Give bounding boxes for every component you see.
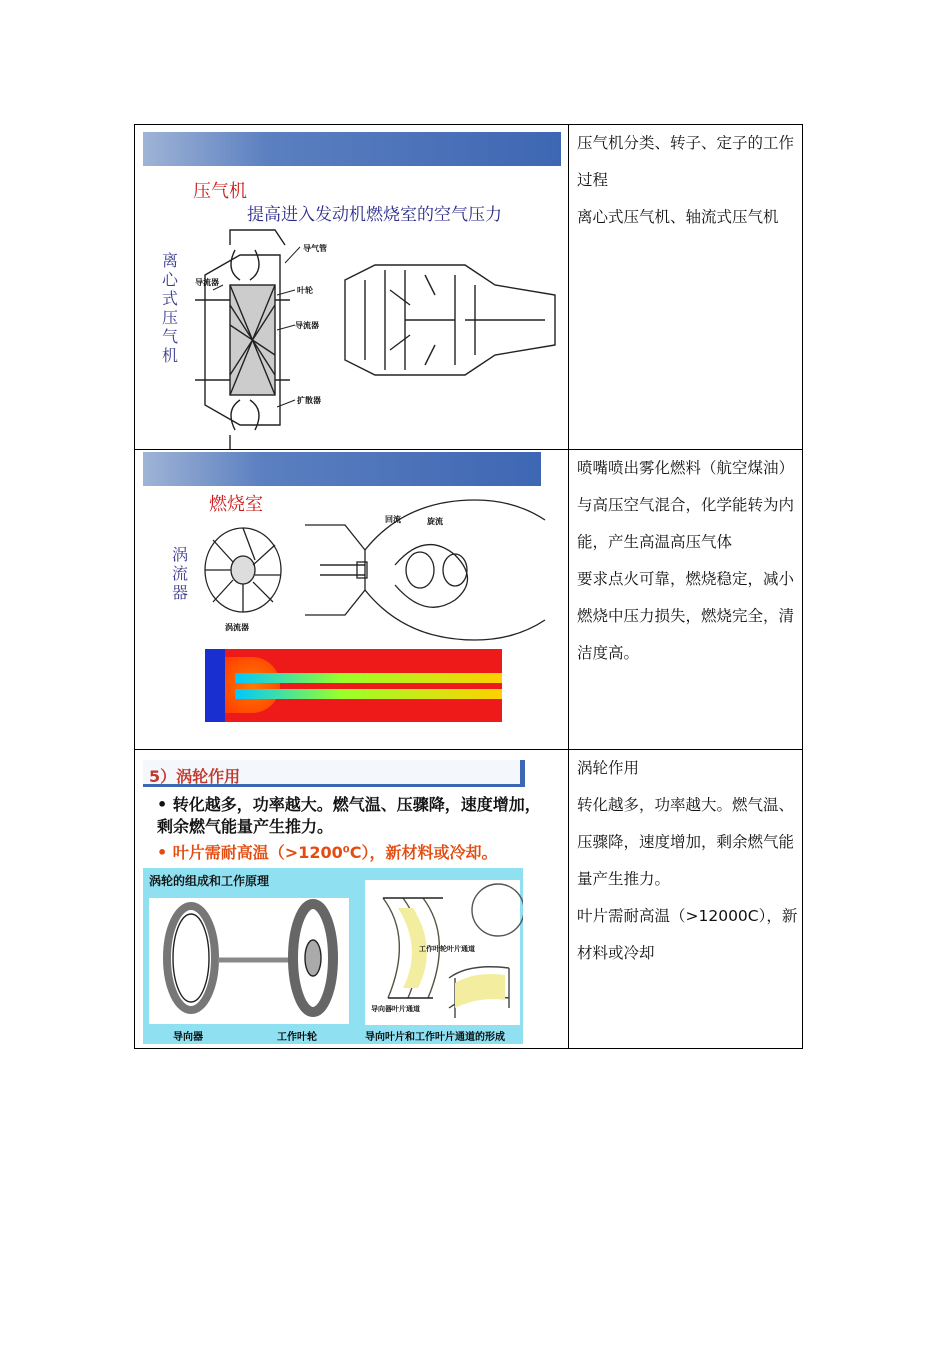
combustor-slide bbox=[135, 450, 568, 749]
label-stator-passage: 导向器叶片通道 bbox=[371, 1005, 420, 1013]
label-rotor-passage: 工作叶轮叶片通道 bbox=[419, 945, 475, 953]
label-diffuser: 扩散器 bbox=[297, 396, 321, 405]
content-table bbox=[134, 124, 803, 1049]
compressor-slide bbox=[135, 125, 568, 449]
bullet-text: 转化越多，功率越大。燃气温、压骤降，速度增加，剩余燃气能量产生推力。 bbox=[157, 795, 541, 836]
turbine-panel bbox=[143, 868, 523, 1044]
compressor-notes bbox=[577, 125, 799, 236]
note-paragraph: 离心式压气机、轴流式压气机 bbox=[577, 208, 779, 226]
label-swirl: 旋流 bbox=[427, 517, 443, 526]
caption-stator: 导向器 bbox=[173, 1032, 203, 1043]
label-stator-left: 导流器 bbox=[195, 278, 219, 287]
label-stator-right: 导流器 bbox=[295, 321, 319, 330]
caption-rotor: 工作叶轮 bbox=[277, 1032, 317, 1043]
note-paragraph: 压气机分类、转子、定子的工作过程 bbox=[577, 134, 795, 189]
turbine-slide bbox=[135, 750, 568, 1048]
bullet-text: 叶片需耐高温（>1200⁰C），新材料或冷却。 bbox=[172, 843, 498, 862]
flame-simulation bbox=[205, 649, 502, 722]
side-label: 涡流器 bbox=[171, 545, 188, 602]
slide-title: 燃烧室 bbox=[209, 494, 263, 515]
caption-passage: 导向叶片和工作叶片通道的形成 bbox=[365, 1032, 505, 1043]
combustor-notes bbox=[577, 450, 799, 672]
note-paragraph: 要求点火可靠，燃烧稳定，减小燃烧中压力损失，燃烧完全，清洁度高。 bbox=[577, 570, 795, 662]
panel-title: 涡轮的组成和工作原理 bbox=[149, 874, 270, 888]
turbine-drawings bbox=[143, 868, 523, 1044]
column-divider bbox=[568, 125, 569, 1048]
slide-title: 5）涡轮作用 bbox=[149, 767, 241, 786]
note-paragraph: 转化越多，功率越大。燃气温、压骤降，速度增加，剩余燃气能量产生推力。 bbox=[577, 796, 795, 888]
label-swirler: 涡流器 bbox=[225, 623, 249, 632]
label-backflow: 回流 bbox=[385, 515, 401, 524]
bullet-item: • 叶片需耐高温（>1200⁰C），新材料或冷却。 bbox=[157, 843, 498, 862]
note-paragraph: 涡轮作用 bbox=[577, 759, 640, 777]
note-paragraph: 喷嘴喷出雾化燃料（航空煤油）与高压空气混合，化学能转为内能，产生高温高压气体 bbox=[577, 459, 795, 551]
note-paragraph: 叶片需耐高温（>12000C），新材料或冷却 bbox=[577, 907, 798, 962]
side-label: 离心式压气机 bbox=[161, 251, 178, 365]
slide-title: 压气机 bbox=[193, 181, 247, 202]
bullet-item: • 转化越多，功率越大。燃气温、压骤降，速度增加，剩余燃气能量产生推力。 bbox=[157, 795, 541, 836]
slide-subtitle: 提高进入发动机燃烧室的空气压力 bbox=[247, 205, 502, 225]
label-guide-pipe: 导气管 bbox=[303, 244, 327, 253]
turbine-notes bbox=[577, 750, 799, 972]
label-impeller: 叶轮 bbox=[297, 286, 313, 295]
